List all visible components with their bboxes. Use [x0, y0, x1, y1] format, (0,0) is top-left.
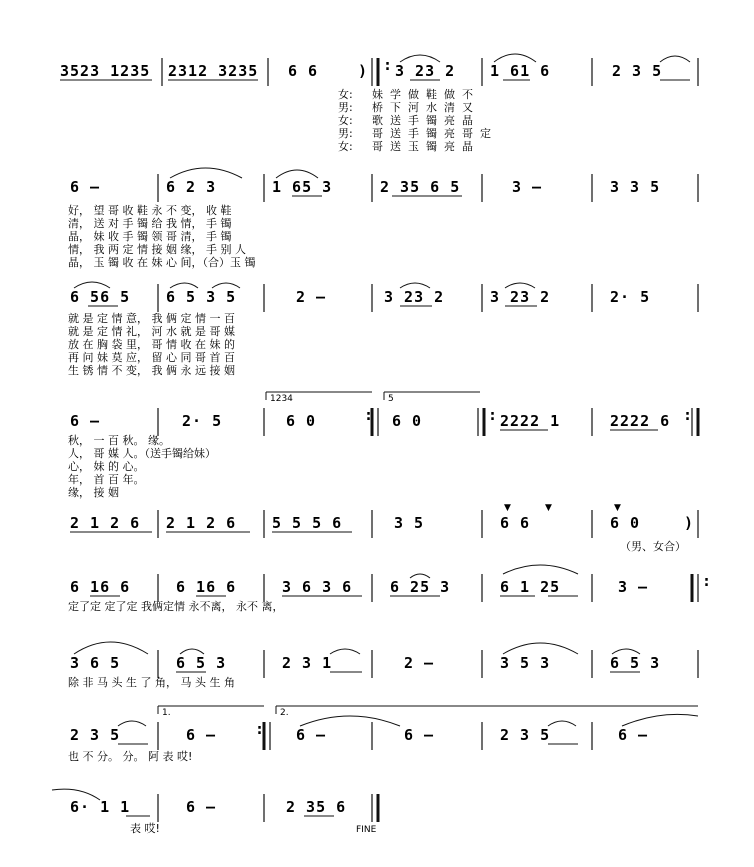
measure-7-3: 2 3 1: [282, 654, 333, 672]
fine-mark: FINE: [356, 825, 377, 835]
measure-3-2: 6 5 3 5: [166, 288, 237, 306]
score-row-8: [68, 706, 698, 763]
score-row-1: [60, 54, 698, 153]
volta-second-label: 5: [388, 394, 394, 404]
lyric-line: 歌 送 手 镯 亮 晶: [372, 114, 473, 127]
measure-7-5: 3 5 3: [500, 654, 551, 672]
measure-1-5: 1 61 6: [490, 62, 551, 80]
measure-2-3: 1 65 3: [272, 178, 333, 196]
lyric-line: 定了定 定了定 我俩定情 永不离， 永不 离，: [68, 600, 284, 613]
lyric-line: 表 哎!: [130, 822, 160, 835]
lyric-line: 妹 学 做 鞋 做 不: [372, 88, 473, 101]
measure-9-2: 6 –: [186, 798, 217, 816]
measure-8-6: 6 –: [618, 726, 649, 744]
measure-1-4: 3 23 2: [395, 62, 456, 80]
measure-2-1: 6 –: [70, 178, 101, 196]
lyric-line: 人， 哥 媒 人。（送手镯给妹）: [68, 447, 216, 460]
svg-text::: :: [702, 572, 713, 590]
lyric-line: 也 不 分。 分。 阿 表 哎!: [68, 750, 193, 763]
measure-3-4: 3 23 2: [384, 288, 445, 306]
paren-close: ): [358, 62, 369, 80]
measure-1-2: 2312 3235: [168, 62, 259, 80]
measure-2-4: 2 35 6 5: [380, 178, 461, 196]
svg-text::: :: [488, 406, 499, 424]
volta-first-label: 1234: [270, 394, 293, 404]
measure-4-1: 6 –: [70, 412, 101, 430]
volta-first-label: 1.: [162, 708, 171, 718]
measure-7-1: 3 6 5: [70, 654, 121, 672]
role-label: 男:: [338, 127, 353, 140]
lyric-line: 哥 送 玉 镯 亮 晶: [372, 140, 473, 153]
measure-5-3: 5 5 5 6: [272, 514, 343, 532]
score-row-7: [68, 642, 698, 689]
lyric-line: 除 非 马 头 生 了 角， 马 头 生 角: [68, 676, 235, 689]
measure-6-5: 6 1 25: [500, 578, 561, 596]
measure-7-4: 2 –: [404, 654, 435, 672]
svg-text::: :: [683, 406, 694, 424]
lyric-line: 晶， 妹 收 手 镯 领 哥 清， 手 镯: [68, 230, 232, 243]
lyric-line: 好， 望 哥 收 鞋 永 不 变， 收 鞋: [68, 204, 232, 217]
role-label: 女:: [338, 88, 353, 101]
measure-8-3: 6 –: [296, 726, 327, 744]
score-row-2: [68, 168, 698, 269]
measure-5-2: 2 1 2 6: [166, 514, 237, 532]
measure-6-1: 6 16 6: [70, 578, 131, 596]
measure-4-4: 6 0: [392, 412, 423, 430]
score-row-4: [68, 392, 698, 499]
measure-5-1: 2 1 2 6: [70, 514, 141, 532]
measure-9-3: 2 35 6: [286, 798, 347, 816]
lyric-line: 秋， 一 百 秋。 缘。: [68, 434, 170, 447]
lyrics-row-2: [68, 203, 255, 269]
measure-4-6: 2222 6: [610, 412, 671, 430]
lyric-line: 清， 送 对 手 镯 给 我 情， 手 镯: [68, 217, 232, 230]
svg-text:▼: ▼: [614, 503, 621, 513]
lyric-line: 就 是 定 情 意， 我 俩 定 情 一 百: [68, 312, 235, 325]
lyric-line: 生 锈 情 不 变， 我 俩 永 远 接 姻: [68, 364, 235, 377]
measure-4-2: 2· 5: [182, 412, 223, 430]
measure-4-5: 2222 1: [500, 412, 561, 430]
measure-1-6: 2 3 5: [612, 62, 663, 80]
measure-2-6: 3 3 5: [610, 178, 661, 196]
chorus-note: （男、女合）: [620, 540, 686, 553]
svg-text:▼: ▼: [504, 503, 511, 513]
lyric-line: 情， 我 两 定 情 接 姻 缘， 手 别 人: [68, 243, 246, 256]
lyric-line: 晶， 玉 镯 收 在 妹 心 间，（合）玉 镯: [68, 256, 256, 269]
svg-text::: :: [383, 56, 394, 74]
measure-5-6: 6 0: [610, 514, 641, 532]
score-row-5: [70, 503, 698, 553]
measure-1-3: 6 6: [288, 62, 319, 80]
measure-2-2: 6 2 3: [166, 178, 217, 196]
measure-6-3: 3 6 3 6: [282, 578, 353, 596]
svg-text::: :: [255, 720, 266, 738]
measure-6-2: 6 16 6: [176, 578, 237, 596]
measure-3-3: 2 –: [296, 288, 327, 306]
measure-4-3: 6 0: [286, 412, 317, 430]
lyrics-row-4: [68, 433, 216, 499]
measure-8-1: 2 3 5: [70, 726, 121, 744]
measure-2-5: 3 –: [512, 178, 543, 196]
lyric-line: 心， 妹 的 心。: [68, 460, 145, 473]
score-row-3: [68, 282, 698, 377]
svg-text:): ): [684, 514, 695, 532]
lyric-line: 再 问 妹 莫 应， 留 心 同 哥 首 百: [68, 351, 235, 364]
volta-second-label: 2.: [280, 708, 289, 718]
lyrics-row-1: [338, 87, 491, 153]
svg-text:▼: ▼: [545, 503, 552, 513]
measure-8-5: 2 3 5: [500, 726, 551, 744]
measure-6-4: 6 25 3: [390, 578, 451, 596]
role-label: 女:: [338, 114, 353, 127]
lyric-line: 年， 首 百 年。: [68, 473, 145, 486]
lyric-line: 桥 下 河 水 清 又: [372, 101, 473, 114]
measure-5-5: 6 6: [500, 514, 531, 532]
lyric-line: 就 是 定 情 礼， 河 水 就 是 哥 媒: [68, 325, 235, 338]
measure-8-4: 6 –: [404, 726, 435, 744]
svg-text::: :: [364, 406, 375, 424]
lyric-line: 放 在 胸 袋 里， 哥 情 收 在 妹 的: [68, 338, 235, 351]
role-label: 男:: [338, 101, 353, 114]
lyric-line: 哥 送 手 镯 亮 哥 定: [372, 127, 491, 140]
measure-3-1: 6 56 5: [70, 288, 131, 306]
measure-7-2: 6 5 3: [176, 654, 227, 672]
measure-1-1: 3523 1235: [60, 62, 151, 80]
measure-9-1: 6· 1 1: [70, 798, 131, 816]
lyric-line: 缘， 接 姻: [68, 486, 119, 499]
measure-7-6: 6 5 3: [610, 654, 661, 672]
lyrics-row-3: [68, 311, 235, 377]
score-row-6: [68, 565, 712, 613]
measure-6-6: 3 –: [618, 578, 649, 596]
measure-3-5: 3 23 2: [490, 288, 551, 306]
measure-5-4: 3 5: [394, 514, 425, 532]
measure-3-6: 2· 5: [610, 288, 651, 306]
measure-8-2: 6 –: [186, 726, 217, 744]
score-row-9: [52, 789, 378, 835]
role-label: 女:: [338, 140, 353, 153]
